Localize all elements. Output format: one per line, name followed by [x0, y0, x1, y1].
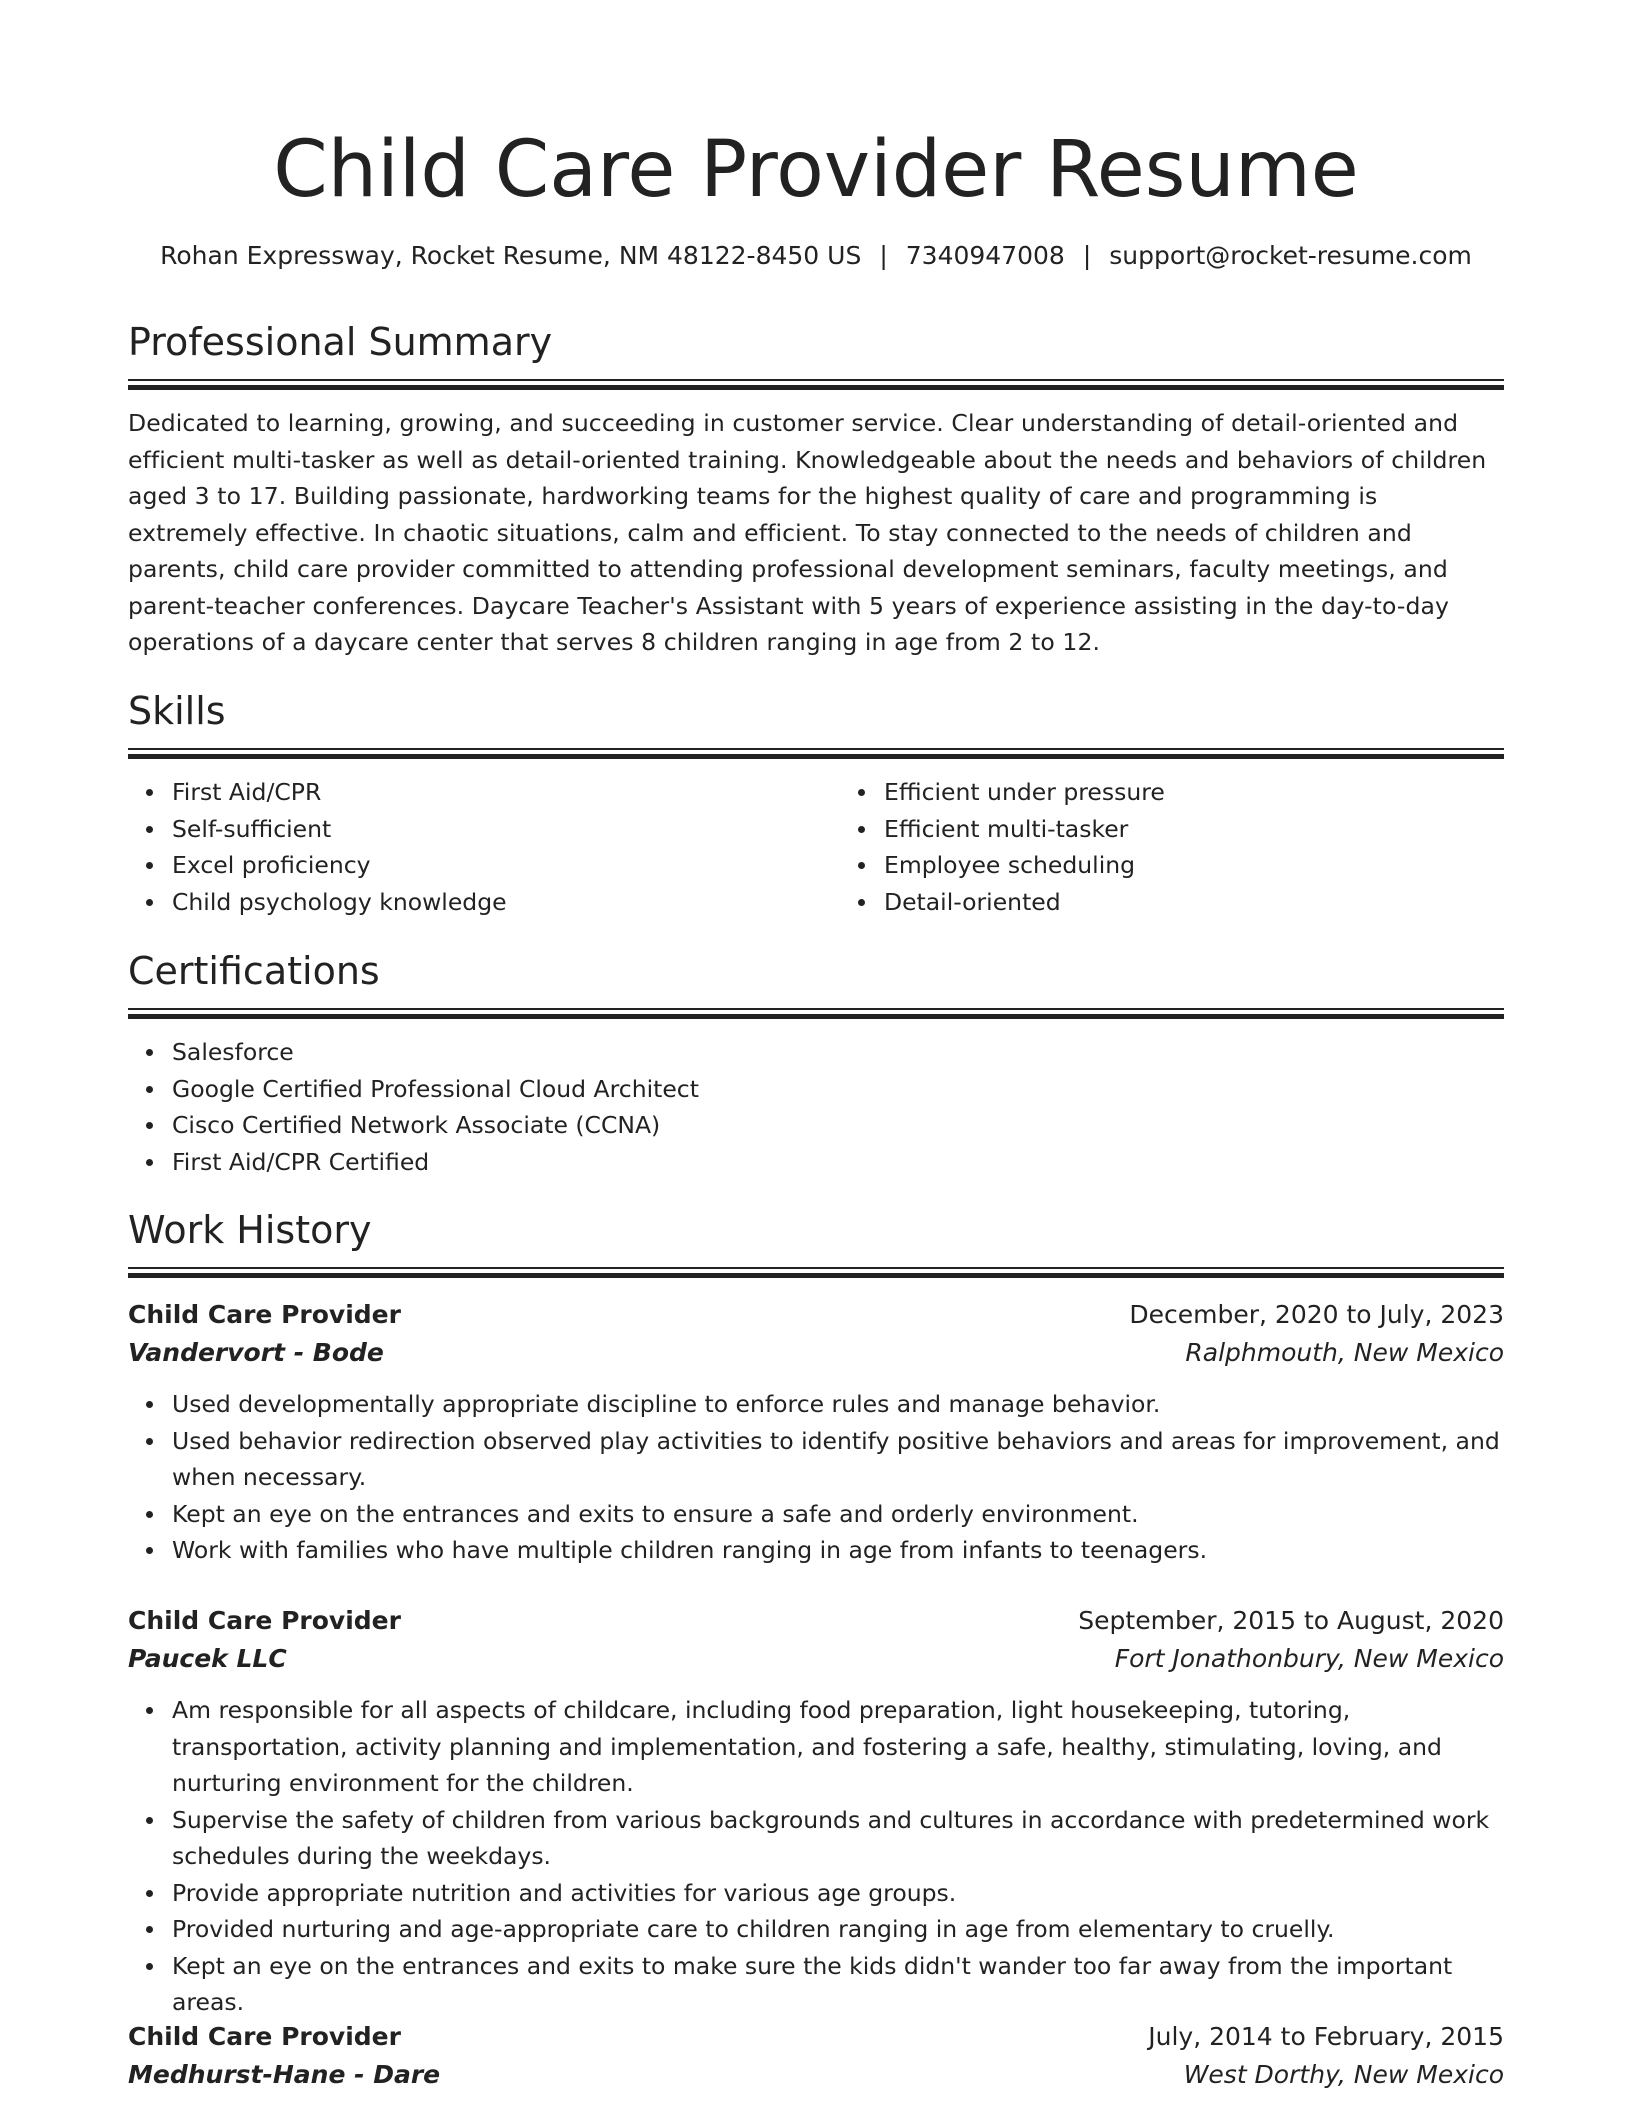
contact-separator: |	[879, 241, 888, 270]
job-company-row	[128, 1334, 1504, 1372]
job-duty: Kept an eye on the entrances and exits to make sure the kids didn't wander too far away from the important areas.	[172, 1948, 1504, 2021]
skills-list-left	[128, 774, 806, 920]
certification-item: Cisco Certified Network Associate (CCNA)	[172, 1107, 1504, 1144]
job-title: Child Care Provider	[128, 1300, 401, 1329]
job-location: Ralphmouth, New Mexico	[1185, 1338, 1504, 1367]
job-duties-list	[128, 1386, 1504, 1569]
skill-item: Employee scheduling	[884, 847, 1518, 884]
section-divider	[128, 1267, 1504, 1279]
job-header-row	[128, 2018, 1504, 2056]
certification-item: Google Certified Professional Cloud Architect	[172, 1071, 1504, 1108]
job-company-row	[128, 1640, 1504, 1678]
certifications-section	[128, 946, 1504, 1180]
job-company: Vandervort - Bode	[128, 1338, 384, 1367]
job-header-row	[128, 1602, 1504, 1640]
skill-item: Self-sufficient	[172, 811, 806, 848]
job-location: West Dorthy, New Mexico	[1183, 2060, 1504, 2089]
job-duty: Am responsible for all aspects of childcare, including food preparation, light housekeeping, tutoring, transportation, activity planning and implementation, and fostering a safe, healthy, stimulating, loving, and nurturing environment for the children.	[172, 1692, 1504, 1802]
skills-section	[128, 686, 1504, 920]
skill-item: Excel proficiency	[172, 847, 806, 884]
skill-item: Child psychology knowledge	[172, 884, 806, 921]
contact-phone: 7340947008	[905, 241, 1065, 270]
job-duty: Supervise the safety of children from various backgrounds and cultures in accordance with predetermined work schedules during the weekdays.	[172, 1802, 1504, 1875]
job-duty: Used behavior redirection observed play activities to identify positive behaviors and areas for improvement, and when necessary.	[172, 1423, 1504, 1496]
document-title: Child Care Provider Resume	[273, 125, 1359, 215]
job-entry	[128, 2018, 1504, 2094]
certifications-list	[128, 1034, 1504, 1180]
job-duty: Work with families who have multiple children ranging in age from infants to teenagers.	[172, 1532, 1504, 1569]
job-company: Paucek LLC	[128, 1644, 287, 1673]
job-entry	[128, 1296, 1504, 1569]
skills-heading: Skills	[128, 689, 226, 733]
job-duties-list	[128, 1692, 1504, 2021]
skill-item: Efficient multi-tasker	[884, 811, 1518, 848]
job-company-row	[128, 2056, 1504, 2094]
job-dates: December, 2020 to July, 2023	[1129, 1300, 1504, 1329]
job-duty: Provided nurturing and age-appropriate care to children ranging in age from elementary to cruelly.	[172, 1911, 1504, 1948]
job-duty: Kept an eye on the entrances and exits to ensure a safe and orderly environment.	[172, 1496, 1504, 1533]
job-entry	[128, 1602, 1504, 2021]
contact-email: support@rocket-resume.com	[1109, 241, 1472, 270]
skills-grid	[128, 760, 1504, 920]
work-history-section	[128, 1205, 1504, 1279]
job-duty: Used developmentally appropriate discipline to enforce rules and manage behavior.	[172, 1386, 1504, 1423]
job-dates: July, 2014 to February, 2015	[1148, 2022, 1504, 2051]
section-divider	[128, 379, 1504, 391]
job-title: Child Care Provider	[128, 1606, 401, 1635]
contact-line	[128, 238, 1504, 274]
section-divider	[128, 1008, 1504, 1020]
job-company: Medhurst-Hane - Dare	[128, 2060, 441, 2089]
skill-item: Detail-oriented	[884, 884, 1518, 921]
certification-item: First Aid/CPR Certified	[172, 1144, 1504, 1181]
section-divider	[128, 748, 1504, 760]
job-location: Fort Jonathonbury, New Mexico	[1114, 1644, 1504, 1673]
certifications-heading: Certifications	[128, 949, 380, 993]
certification-item: Salesforce	[172, 1034, 1504, 1071]
job-header-row	[128, 1296, 1504, 1334]
job-title: Child Care Provider	[128, 2022, 401, 2051]
contact-separator: |	[1082, 241, 1092, 270]
job-duty: Provide appropriate nutrition and activities for various age groups.	[172, 1875, 1504, 1912]
summary-section	[128, 317, 1504, 661]
work-history-heading: Work History	[128, 1208, 372, 1252]
skill-item: First Aid/CPR	[172, 774, 806, 811]
contact-address: Rohan Expressway, Rocket Resume, NM 48122-8450 US	[160, 241, 862, 270]
job-dates: September, 2015 to August, 2020	[1078, 1606, 1504, 1635]
skills-list-right	[840, 774, 1518, 920]
skill-item: Efficient under pressure	[884, 774, 1518, 811]
summary-heading: Professional Summary	[128, 320, 553, 364]
summary-text: Dedicated to learning, growing, and succeeding in customer service. Clear understanding of detail-oriented and efficient multi-tasker as well as detail-oriented training. Knowledgeable about the needs and behaviors of children aged 3 to 17. Building passionate, hardworking teams for the highest quality of care and programming is extremely effective. In chaotic situations, calm and efficient. To stay connected to the needs of children and parents, child care provider committed to attending professional development seminars, faculty meetings, and parent-teacher conferences. Daycare Teacher's Assistant with 5 years of experience assisting in the day-to-day operations of a daycare center that serves 8 children ranging in age from 2 to 12.	[128, 409, 1487, 656]
